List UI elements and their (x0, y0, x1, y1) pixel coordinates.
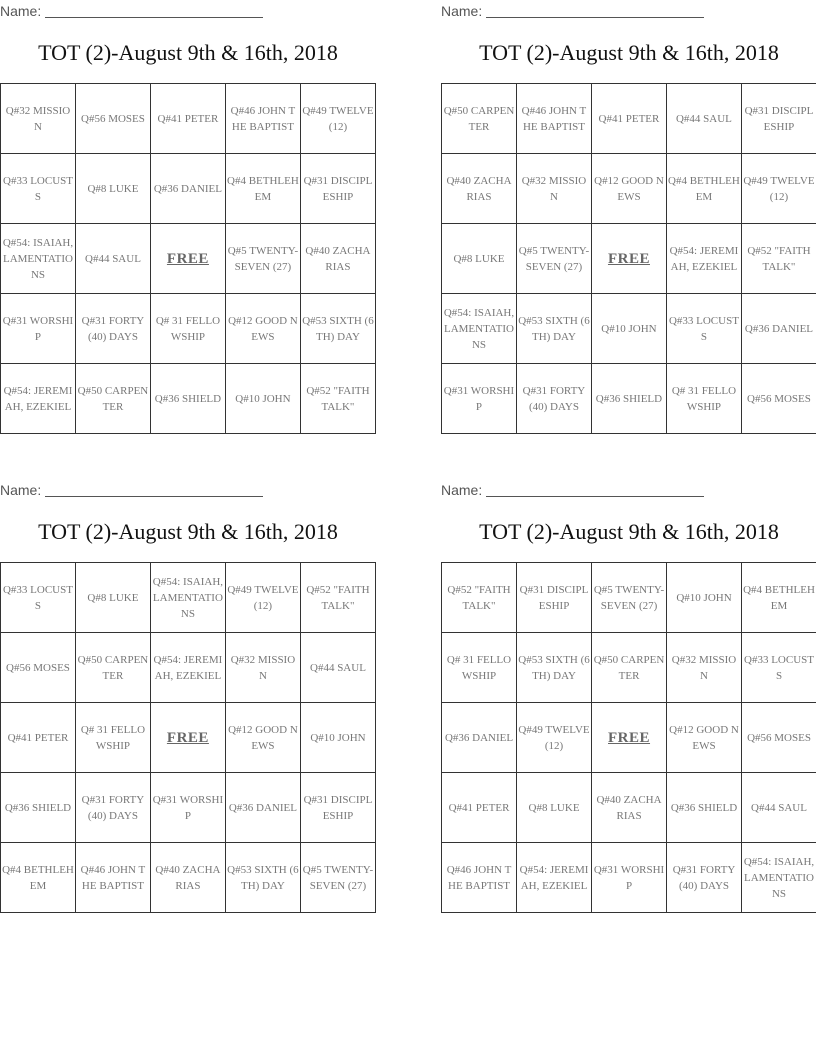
bingo-grid (441, 83, 816, 434)
bingo-cell[interactable]: Q#54: JEREMIAH, EZEKIEL (517, 843, 592, 913)
bingo-cell[interactable]: Q#40 ZACHARIAS (592, 773, 667, 843)
grid-row (442, 773, 816, 843)
name-label: Name: (441, 482, 483, 498)
bingo-cell[interactable]: Q#31 FORTY (40) DAYS (667, 843, 742, 913)
bingo-cell[interactable]: Q#41 PETER (1, 703, 76, 773)
bingo-cell[interactable]: Q#36 SHIELD (591, 364, 666, 434)
free-space-cell[interactable]: FREE (591, 224, 666, 294)
bingo-cell[interactable]: Q#54: JEREMIAH, EZEKIEL (150, 633, 225, 703)
bingo-cell[interactable]: Q#36 DANIEL (741, 294, 816, 364)
bingo-cell[interactable]: Q#4 BETHLEHEM (666, 154, 741, 224)
bingo-cell[interactable]: Q#46 JOHN THE BAPTIST (225, 84, 300, 154)
bingo-cell[interactable]: Q#54: ISAIAH, LAMENTATIONS (442, 294, 517, 364)
grid-row (1, 843, 376, 913)
bingo-cell[interactable]: Q#54: ISAIAH, LAMENTATIONS (150, 563, 225, 633)
name-field[interactable] (441, 3, 704, 19)
name-blank-line[interactable] (486, 17, 704, 18)
bingo-cell[interactable]: Q#12 GOOD NEWS (225, 703, 300, 773)
bingo-cell[interactable]: Q#12 GOOD NEWS (667, 703, 742, 773)
bingo-cell[interactable]: Q#33 LOCUSTS (666, 294, 741, 364)
bingo-cell[interactable]: Q#31 WORSHIP (150, 773, 225, 843)
grid-row (442, 633, 816, 703)
bingo-cell[interactable]: Q#44 SAUL (742, 773, 816, 843)
bingo-cell[interactable]: Q# 31 FELLOWSHIP (442, 633, 517, 703)
bingo-cell[interactable]: Q#41 PETER (442, 773, 517, 843)
bingo-cell[interactable]: Q#40 ZACHARIAS (442, 154, 517, 224)
bingo-cell[interactable]: Q#4 BETHLEHEM (1, 843, 76, 913)
bingo-cell[interactable]: Q#50 CARPENTER (442, 84, 517, 154)
bingo-cell[interactable]: Q#12 GOOD NEWS (225, 294, 300, 364)
bingo-cell[interactable]: Q#5 TWENTY-SEVEN (27) (300, 843, 375, 913)
card-title: TOT (2)-August 9th & 16th, 2018 (38, 40, 338, 65)
bingo-grid (0, 83, 376, 434)
grid-row (1, 294, 376, 364)
bingo-cell[interactable]: Q#36 DANIEL (225, 773, 300, 843)
free-space-cell[interactable]: FREE (150, 224, 225, 294)
bingo-cell[interactable]: Q#54: JEREMIAH, EZEKIEL (1, 364, 76, 434)
bingo-cell[interactable]: Q#53 SIXTH (6TH) DAY (300, 294, 375, 364)
name-blank-line[interactable] (486, 496, 704, 497)
bingo-cell[interactable]: Q#53 SIXTH (6TH) DAY (516, 294, 591, 364)
bingo-cell[interactable]: Q#36 SHIELD (150, 364, 225, 434)
bingo-cell[interactable]: Q#52 "FAITH TALK" (442, 563, 517, 633)
bingo-cell[interactable]: Q#49 TWELVE (12) (517, 703, 592, 773)
bingo-cell[interactable]: Q#54: ISAIAH, LAMENTATIONS (742, 843, 816, 913)
bingo-cell[interactable]: Q#33 LOCUSTS (1, 154, 76, 224)
card-title: TOT (2)-August 9th & 16th, 2018 (479, 40, 779, 65)
bingo-cell[interactable]: Q#32 MISSION (516, 154, 591, 224)
bingo-cell[interactable]: Q#31 DISCIPLESHIP (517, 563, 592, 633)
bingo-cell[interactable]: Q#31 WORSHIP (592, 843, 667, 913)
bingo-cell[interactable]: Q#31 FORTY (40) DAYS (516, 364, 591, 434)
bingo-cell[interactable]: Q#10 JOHN (300, 703, 375, 773)
name-label: Name: (0, 3, 42, 19)
name-field[interactable] (441, 482, 704, 498)
bingo-cell[interactable]: Q#49 TWELVE (12) (300, 84, 375, 154)
bingo-cell[interactable]: Q#46 JOHN THE BAPTIST (516, 84, 591, 154)
bingo-cell[interactable]: Q# 31 FELLOWSHIP (75, 703, 150, 773)
bingo-cell[interactable]: Q#41 PETER (591, 84, 666, 154)
bingo-cell[interactable]: Q#32 MISSION (667, 633, 742, 703)
bingo-cell[interactable]: Q# 31 FELLOWSHIP (150, 294, 225, 364)
bingo-cell[interactable]: Q#36 SHIELD (667, 773, 742, 843)
bingo-cell[interactable]: Q#49 TWELVE (12) (741, 154, 816, 224)
name-label: Name: (441, 3, 483, 19)
bingo-cell[interactable]: Q#32 MISSION (225, 633, 300, 703)
bingo-cell[interactable]: Q#54: JEREMIAH, EZEKIEL (666, 224, 741, 294)
bingo-cell[interactable]: Q#31 WORSHIP (1, 294, 76, 364)
grid-row (1, 633, 376, 703)
grid-row (442, 563, 816, 633)
grid-row (1, 364, 376, 434)
bingo-cell[interactable]: Q#36 DANIEL (442, 703, 517, 773)
bingo-cell[interactable]: Q#56 MOSES (741, 364, 816, 434)
bingo-cell[interactable]: Q#12 GOOD NEWS (591, 154, 666, 224)
bingo-cell[interactable]: Q#8 LUKE (75, 154, 150, 224)
bingo-cell[interactable]: Q#36 SHIELD (1, 773, 76, 843)
bingo-cell[interactable]: Q#46 JOHN THE BAPTIST (75, 843, 150, 913)
grid-row (1, 224, 376, 294)
bingo-cell[interactable]: Q#54: ISAIAH, LAMENTATIONS (1, 224, 76, 294)
bingo-grid (0, 562, 376, 913)
grid-row (442, 84, 816, 154)
name-blank-line[interactable] (45, 496, 263, 497)
bingo-cell[interactable]: Q#31 FORTY (40) DAYS (75, 773, 150, 843)
bingo-cell[interactable]: Q#10 JOHN (225, 364, 300, 434)
name-field[interactable] (0, 482, 263, 498)
bingo-cell[interactable]: Q#33 LOCUSTS (1, 563, 76, 633)
bingo-cell[interactable]: Q#40 ZACHARIAS (300, 224, 375, 294)
name-field[interactable] (0, 3, 263, 19)
bingo-cell[interactable]: Q#33 LOCUSTS (742, 633, 816, 703)
bingo-cell[interactable]: Q#4 BETHLEHEM (225, 154, 300, 224)
grid-row (1, 563, 376, 633)
grid-row (442, 843, 816, 913)
bingo-cell[interactable]: Q#5 TWENTY-SEVEN (27) (592, 563, 667, 633)
free-space-cell[interactable]: FREE (150, 703, 225, 773)
bingo-cell[interactable]: Q# 31 FELLOWSHIP (666, 364, 741, 434)
bingo-cell[interactable]: Q#10 JOHN (667, 563, 742, 633)
bingo-cell[interactable]: Q#56 MOSES (742, 703, 816, 773)
bingo-grid (441, 562, 816, 913)
bingo-cell[interactable]: Q#8 LUKE (75, 563, 150, 633)
bingo-cell[interactable]: Q#46 JOHN THE BAPTIST (442, 843, 517, 913)
bingo-cell[interactable]: Q#31 DISCIPLESHIP (741, 84, 816, 154)
grid-row (1, 703, 376, 773)
bingo-cell[interactable]: Q#53 SIXTH (6TH) DAY (517, 633, 592, 703)
bingo-cell[interactable]: Q#40 ZACHARIAS (150, 843, 225, 913)
bingo-cell[interactable]: Q#53 SIXTH (6TH) DAY (225, 843, 300, 913)
bingo-cell[interactable]: Q#8 LUKE (517, 773, 592, 843)
grid-row (442, 364, 816, 434)
grid-row (442, 703, 816, 773)
grid-row (442, 154, 816, 224)
grid-row (442, 224, 816, 294)
grid-row (1, 773, 376, 843)
grid-row (442, 294, 816, 364)
bingo-cell[interactable]: Q#52 "FAITH TALK" (300, 364, 375, 434)
bingo-cell[interactable]: Q#50 CARPENTER (592, 633, 667, 703)
bingo-cell[interactable]: Q#44 SAUL (666, 84, 741, 154)
bingo-cell[interactable]: Q#36 DANIEL (150, 154, 225, 224)
grid-row (1, 154, 376, 224)
bingo-cell[interactable]: Q#44 SAUL (300, 633, 375, 703)
bingo-cell[interactable]: Q#41 PETER (150, 84, 225, 154)
bingo-cell[interactable]: Q#50 CARPENTER (75, 633, 150, 703)
bingo-cell[interactable]: Q#52 "FAITH TALK" (741, 224, 816, 294)
bingo-cell[interactable]: Q#5 TWENTY-SEVEN (27) (516, 224, 591, 294)
free-space-cell[interactable]: FREE (592, 703, 667, 773)
bingo-cell[interactable]: Q#44 SAUL (75, 224, 150, 294)
grid-row (1, 84, 376, 154)
bingo-cell[interactable]: Q#5 TWENTY-SEVEN (27) (225, 224, 300, 294)
bingo-cell[interactable]: Q#49 TWELVE (12) (225, 563, 300, 633)
bingo-cell[interactable]: Q#32 MISSION (1, 84, 76, 154)
name-blank-line[interactable] (45, 17, 263, 18)
name-label: Name: (0, 482, 42, 498)
bingo-cell[interactable]: Q#10 JOHN (591, 294, 666, 364)
bingo-cell[interactable]: Q#56 MOSES (75, 84, 150, 154)
bingo-cell[interactable]: Q#31 WORSHIP (442, 364, 517, 434)
bingo-cell[interactable]: Q#50 CARPENTER (75, 364, 150, 434)
card-title: TOT (2)-August 9th & 16th, 2018 (38, 519, 338, 544)
bingo-cell[interactable]: Q#31 DISCIPLESHIP (300, 154, 375, 224)
bingo-cell[interactable]: Q#31 DISCIPLESHIP (300, 773, 375, 843)
bingo-cell[interactable]: Q#8 LUKE (442, 224, 517, 294)
bingo-cell[interactable]: Q#31 FORTY (40) DAYS (75, 294, 150, 364)
bingo-cell[interactable]: Q#56 MOSES (1, 633, 76, 703)
bingo-cell[interactable]: Q#52 "FAITH TALK" (300, 563, 375, 633)
card-title: TOT (2)-August 9th & 16th, 2018 (479, 519, 779, 544)
bingo-cell[interactable]: Q#4 BETHLEHEM (742, 563, 816, 633)
